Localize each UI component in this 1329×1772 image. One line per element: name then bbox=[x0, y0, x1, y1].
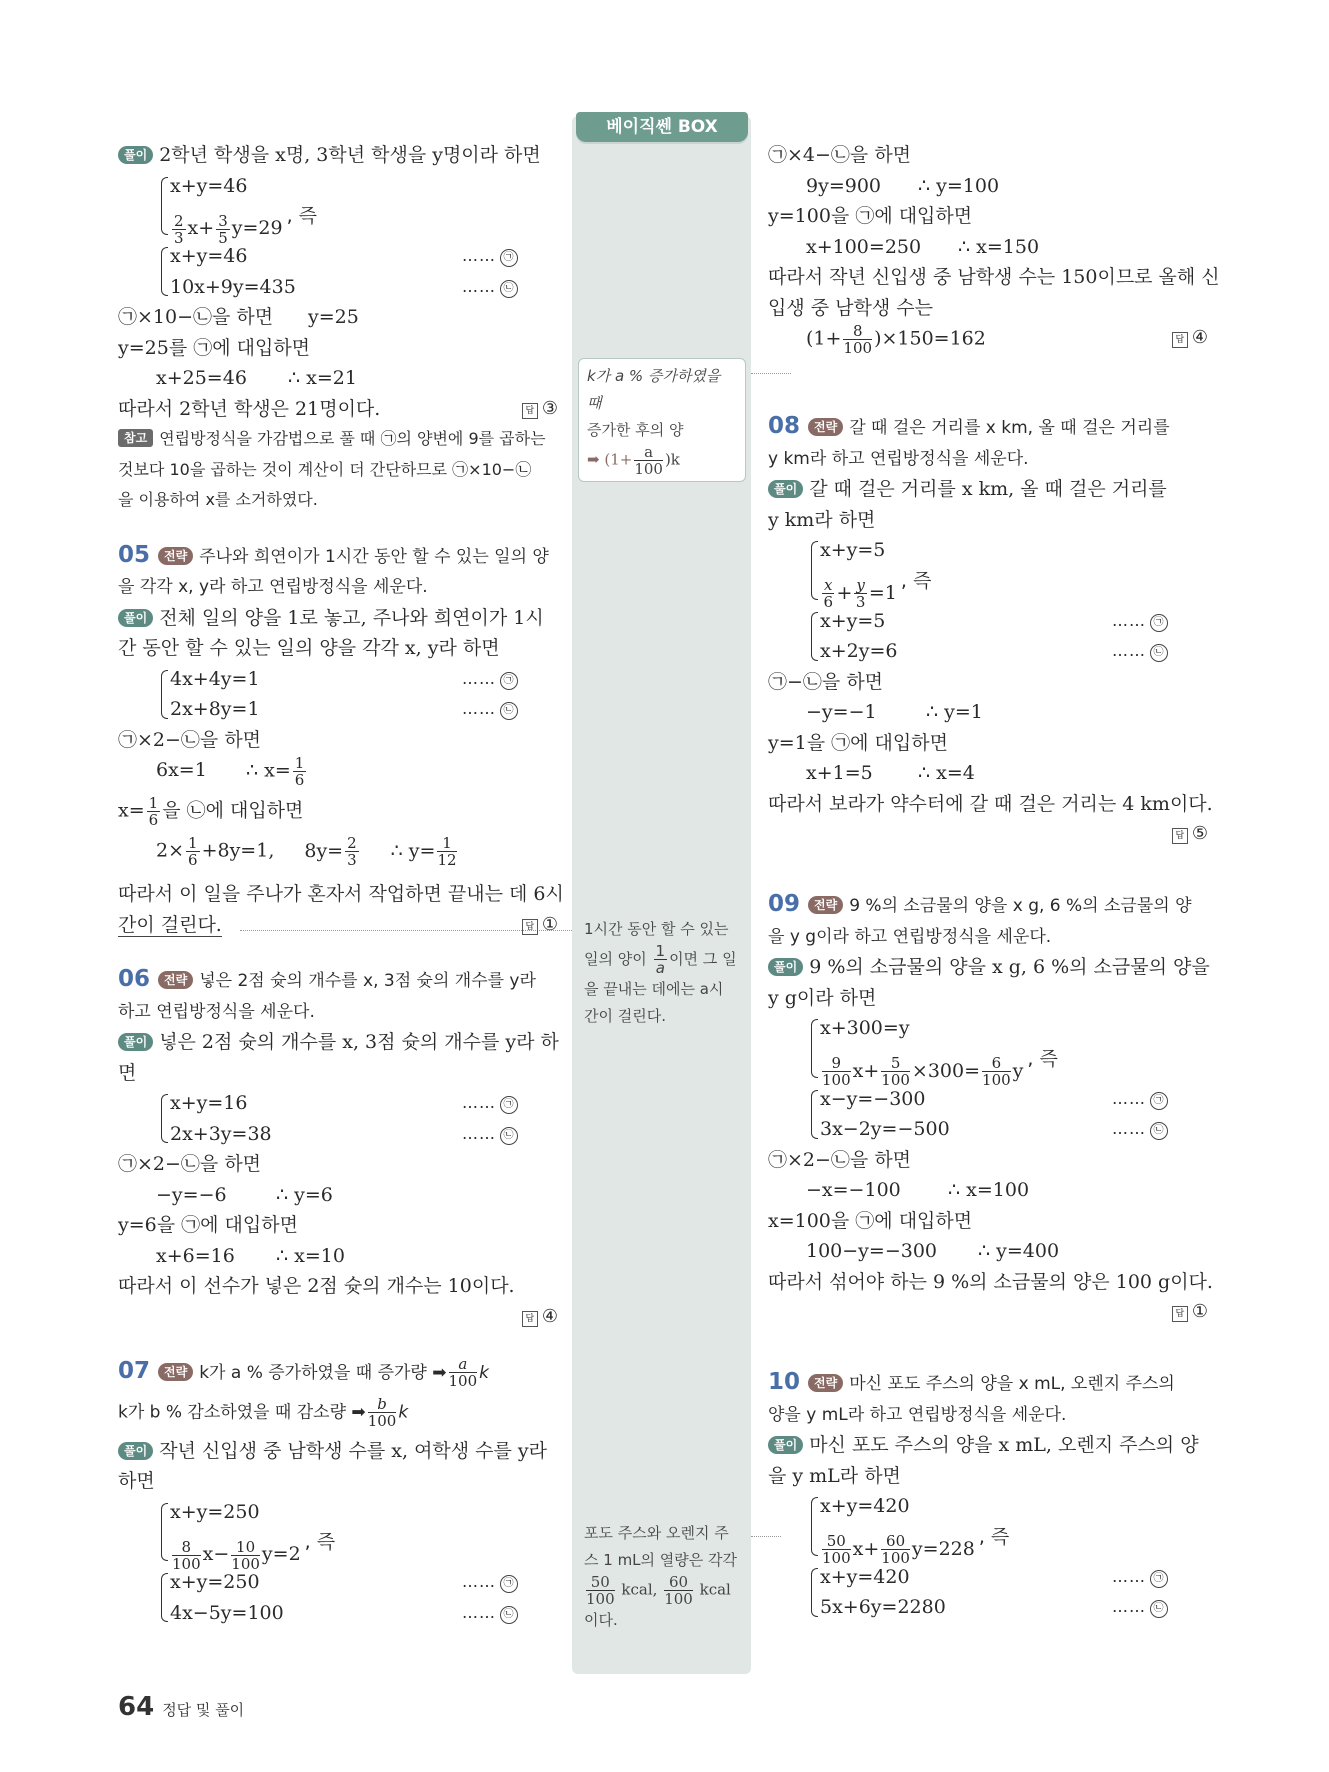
text-line: y=100을 ㉠에 대입하면 bbox=[768, 205, 973, 227]
frac-den: 100 bbox=[822, 1549, 851, 1567]
frac-num: 50 bbox=[822, 1533, 851, 1550]
answer-mark: 답 bbox=[522, 1311, 538, 1327]
text-line: (1+ bbox=[806, 327, 842, 350]
frac-den: 100 bbox=[982, 1071, 1011, 1089]
text-line: x+1=5 bbox=[806, 762, 873, 784]
label-circle-2: ㉡ bbox=[500, 1606, 518, 1624]
text-line: ∴ y=100 bbox=[918, 174, 1000, 197]
equation: x+y=420 bbox=[820, 1565, 910, 1588]
text-line: 주나와 희연이가 1시간 동안 할 수 있는 일의 양 bbox=[199, 546, 549, 567]
note-percent-increase bbox=[578, 358, 746, 482]
frac-num: 50 bbox=[586, 1574, 615, 1591]
text-line: ∴ x=100 bbox=[948, 1179, 1030, 1201]
note-work-time bbox=[584, 916, 744, 1030]
frac-num: 8 bbox=[172, 1539, 201, 1556]
text-line: k bbox=[479, 1362, 490, 1383]
text-line: 을 y g이라 하고 연립방정식을 세운다. bbox=[768, 926, 1052, 947]
page-number: 64 bbox=[118, 1692, 155, 1722]
answer: ⑤ bbox=[1191, 823, 1208, 844]
frac-den: 3 bbox=[855, 593, 866, 611]
equation: 10x+9y=435 bbox=[170, 275, 296, 298]
text-line: ㉠×4−㉡을 하면 bbox=[768, 144, 912, 166]
equation: =1 bbox=[868, 581, 897, 604]
text-line: y g이라 하면 bbox=[768, 986, 877, 1009]
equation-system bbox=[768, 1013, 1208, 1089]
equation-system bbox=[768, 1084, 1208, 1145]
equation: 5x+6y=2280 bbox=[820, 1596, 946, 1618]
note-text: 증가한 후의 양 bbox=[587, 421, 684, 439]
text-line: 2학년 학생을 x명, 3학년 학생을 y명이라 하면 bbox=[159, 144, 541, 166]
equation: + bbox=[836, 581, 853, 604]
text-line: y km라 하면 bbox=[768, 508, 876, 531]
frac-num: 1 bbox=[655, 942, 666, 960]
equation: 3x−2y=−500 bbox=[820, 1118, 950, 1140]
dots: …… bbox=[462, 1602, 496, 1622]
problem-number: 07 bbox=[118, 1357, 151, 1384]
page-footer bbox=[118, 1692, 244, 1722]
equation: x+y=46 bbox=[170, 174, 248, 197]
frac-den: 100 bbox=[367, 1411, 397, 1430]
frac-num: a bbox=[634, 444, 663, 461]
answer-mark: 답 bbox=[522, 403, 538, 419]
frac-num: 60 bbox=[881, 1533, 910, 1550]
note-text: 간이 걸린다. bbox=[584, 1007, 666, 1025]
box-title: 베이직쎈 BOX bbox=[576, 112, 748, 142]
text-line: y=25 bbox=[308, 306, 359, 328]
text-line: x+100=250 bbox=[806, 235, 922, 258]
answer: ① bbox=[1191, 1301, 1208, 1322]
equation: x+y=16 bbox=[170, 1092, 248, 1114]
text-line: 양을 y mL라 하고 연립방정식을 세운다. bbox=[768, 1404, 1067, 1425]
equation-system bbox=[118, 171, 558, 247]
label-circle-1: ㉠ bbox=[500, 672, 518, 690]
equation-system bbox=[118, 241, 558, 302]
note-text: k가 a % 증가하였을 때 bbox=[587, 367, 721, 412]
answer: ④ bbox=[541, 1305, 558, 1327]
page-label: 정답 및 풀이 bbox=[162, 1701, 245, 1719]
frac-num: a bbox=[449, 1356, 478, 1373]
text-line: −x=−100 bbox=[806, 1179, 901, 1201]
note-text: ➡ (1+ bbox=[587, 450, 633, 469]
text-line: 9y=900 bbox=[806, 174, 882, 197]
dots: …… bbox=[1112, 1119, 1146, 1138]
dots: …… bbox=[462, 699, 496, 718]
text-line: x=100을 ㉠에 대입하면 bbox=[768, 1209, 973, 1232]
note-text: 1시간 동안 할 수 있는 bbox=[584, 920, 729, 938]
frac-num: x bbox=[824, 576, 833, 594]
label-circle-1: ㉠ bbox=[500, 249, 518, 267]
dots: …… bbox=[1112, 1566, 1146, 1586]
left-column bbox=[118, 140, 564, 1628]
label-circle-2: ㉡ bbox=[1150, 1600, 1168, 1618]
strategy-label: 전략 bbox=[808, 896, 843, 914]
text-line: 간이 걸린다. bbox=[118, 913, 222, 936]
text-line: x+25=46 bbox=[156, 367, 247, 389]
text-line: 따라서 작년 신입생 중 남학생 수는 150이므로 올해 신 bbox=[768, 266, 1220, 288]
dots: …… bbox=[462, 1093, 496, 1112]
text-line: 갈 때 걸은 거리를 x km, 올 때 걸은 거리를 bbox=[809, 478, 1167, 500]
frac-den: 100 bbox=[634, 460, 663, 478]
text-line: ∴ x= bbox=[246, 759, 291, 782]
frac-num: 8 bbox=[843, 323, 872, 340]
strategy-label: 전략 bbox=[158, 971, 193, 989]
text-line: 면 bbox=[118, 1061, 137, 1084]
text-line: ∴ x=10 bbox=[276, 1244, 345, 1267]
text-line: 9 %의 소금물의 양을 x g, 6 %의 소금물의 양 bbox=[849, 896, 1192, 916]
frac-num: b bbox=[368, 1396, 397, 1413]
label-circle-2: ㉡ bbox=[500, 702, 518, 720]
jeuk-text: , 즉 bbox=[1027, 1047, 1058, 1070]
frac-num: y bbox=[856, 576, 865, 594]
ref-label: 참고 bbox=[118, 429, 153, 447]
text-line: y=1을 ㉠에 대입하면 bbox=[768, 731, 948, 754]
text-line: y=6을 ㉠에 대입하면 bbox=[118, 1214, 298, 1236]
sol-label: 풀이 bbox=[118, 146, 153, 164]
note-text: 일의 양이 bbox=[584, 950, 647, 968]
frac-num: 2 bbox=[174, 211, 184, 230]
jeuk-text: , 즉 bbox=[286, 205, 318, 227]
text-line: 마신 포도 주스의 양을 x mL, 오렌지 주스의 양 bbox=[809, 1434, 1199, 1456]
equation: y=2 bbox=[261, 1543, 301, 1565]
equation-system bbox=[768, 1562, 1208, 1623]
label-circle-2: ㉡ bbox=[500, 280, 518, 298]
text-line: k가 a % 증가하였을 때 증가량 ➡ bbox=[199, 1362, 447, 1383]
frac-den: 100 bbox=[881, 1549, 910, 1567]
note-text: kcal bbox=[699, 1580, 731, 1599]
strategy-label: 전략 bbox=[158, 1363, 193, 1381]
text-line: 전체 일의 양을 1로 놓고, 주나와 희연이가 1시 bbox=[159, 606, 544, 629]
sol-label: 풀이 bbox=[768, 958, 803, 976]
jeuk-text: , 즉 bbox=[304, 1531, 336, 1553]
equation: x+ bbox=[187, 217, 215, 239]
dots: …… bbox=[462, 276, 496, 296]
text-line: ㉠×2−㉡을 하면 bbox=[768, 1148, 912, 1171]
label-circle-1: ㉠ bbox=[1150, 1570, 1168, 1588]
text-line: 을 y mL라 하면 bbox=[768, 1464, 901, 1487]
answer-mark: 답 bbox=[1172, 1306, 1188, 1322]
equation: y=29 bbox=[231, 217, 283, 239]
equation: x− bbox=[202, 1543, 230, 1565]
equation: ×300= bbox=[911, 1059, 981, 1082]
frac-num: 1 bbox=[437, 835, 456, 852]
equation-system bbox=[768, 1491, 1208, 1567]
frac-num: 9 bbox=[822, 1055, 851, 1072]
label-circle-2: ㉡ bbox=[1150, 1122, 1168, 1140]
text-line: 을 ㉡에 대입하면 bbox=[162, 799, 304, 822]
text-line: ∴ y=1 bbox=[926, 701, 983, 723]
text-line: 넣은 2점 슛의 개수를 x, 3점 슛의 개수를 y라 하 bbox=[159, 1031, 559, 1053]
dots: …… bbox=[1112, 1088, 1146, 1108]
equation-system bbox=[768, 535, 1208, 611]
text-line: 8y= bbox=[304, 839, 344, 862]
dots: …… bbox=[1112, 1597, 1146, 1616]
text-line: −y=−6 bbox=[156, 1183, 227, 1206]
label-circle-2: ㉡ bbox=[500, 1127, 518, 1145]
equation: x+ bbox=[852, 1059, 880, 1082]
frac-den: 100 bbox=[664, 1590, 693, 1608]
problem-number: 10 bbox=[768, 1369, 801, 1395]
basic-box-column bbox=[572, 116, 751, 1674]
note-text: kcal, bbox=[621, 1580, 658, 1599]
frac-num: 60 bbox=[664, 1574, 693, 1591]
label-circle-2: ㉡ bbox=[1150, 644, 1168, 662]
frac-den: 6 bbox=[188, 851, 198, 869]
text-line: 을 각각 x, y라 하고 연립방정식을 세운다. bbox=[118, 577, 428, 597]
frac-num: 10 bbox=[231, 1539, 260, 1556]
text-line: ㉠−㉡을 하면 bbox=[768, 670, 884, 693]
frac-num: 2 bbox=[347, 834, 357, 852]
text-line: y km라 하고 연립방정식을 세운다. bbox=[768, 448, 1029, 469]
answer-mark: 답 bbox=[522, 919, 538, 935]
equation-system bbox=[118, 664, 558, 725]
answer: ④ bbox=[1191, 327, 1208, 348]
strategy-label: 전략 bbox=[158, 547, 193, 565]
answer: ① bbox=[541, 913, 558, 935]
problem-number: 09 bbox=[768, 891, 801, 917]
dots: …… bbox=[462, 1572, 496, 1591]
text-line: 마신 포도 주스의 양을 x mL, 오렌지 주스의 bbox=[849, 1374, 1175, 1394]
equation: x−y=−300 bbox=[820, 1087, 926, 1110]
right-column bbox=[768, 140, 1220, 1623]
text-line: +8y=1, bbox=[201, 839, 275, 862]
equation: x+y=5 bbox=[820, 539, 886, 561]
dots: …… bbox=[1112, 610, 1146, 630]
note-text: 포도 주스와 오렌지 주 bbox=[584, 1524, 729, 1542]
note-juice-calorie bbox=[584, 1520, 744, 1634]
text-line: 넣은 2점 슛의 개수를 x, 3점 슛의 개수를 y라 bbox=[199, 971, 536, 991]
text-line: 연립방정식을 가감법으로 풀 때 ㉠의 양변에 9를 곱하는 bbox=[159, 429, 546, 448]
strategy-label: 전략 bbox=[808, 418, 843, 436]
frac-den: 100 bbox=[822, 1071, 851, 1089]
label-circle-1: ㉠ bbox=[500, 1096, 518, 1114]
frac-den: 100 bbox=[881, 1071, 910, 1089]
frac-num: 6 bbox=[982, 1055, 1011, 1072]
text-line: 하고 연립방정식을 세운다. bbox=[118, 1001, 315, 1022]
frac-den: 100 bbox=[843, 339, 873, 357]
problem-number: 08 bbox=[768, 413, 801, 439]
frac-den: a bbox=[655, 959, 665, 977]
equation: y bbox=[1012, 1059, 1024, 1082]
label-circle-1: ㉠ bbox=[1150, 1092, 1168, 1110]
sol-label: 풀이 bbox=[118, 1442, 153, 1460]
label-circle-1: ㉠ bbox=[1150, 614, 1168, 632]
dots: …… bbox=[462, 668, 496, 688]
equation: x+ bbox=[852, 1537, 880, 1560]
equation: x+y=420 bbox=[820, 1495, 910, 1517]
frac-den: 6 bbox=[823, 593, 833, 611]
equation: 4x−5y=100 bbox=[170, 1601, 284, 1624]
equation: x+y=250 bbox=[170, 1571, 260, 1593]
text-line: −y=−1 bbox=[806, 701, 877, 723]
equation-system bbox=[768, 606, 1208, 667]
note-text: 이면 그 일 bbox=[669, 950, 737, 968]
text-line: ∴ y=400 bbox=[978, 1240, 1060, 1262]
text-line: 갈 때 걸은 거리를 x km, 올 때 걸은 거리를 bbox=[849, 418, 1170, 438]
note-text: 을 끝내는 데에는 a시 bbox=[584, 980, 724, 998]
frac-den: 6 bbox=[148, 811, 159, 829]
text-line: y=25를 ㉠에 대입하면 bbox=[118, 336, 311, 359]
text-line: 따라서 이 선수가 넣은 2점 슛의 개수는 10이다. bbox=[118, 1275, 515, 1297]
equation: 2x+8y=1 bbox=[170, 698, 260, 720]
text-line: 간 동안 할 수 있는 일의 양을 각각 x, y라 하면 bbox=[118, 637, 500, 659]
text-line: 작년 신입생 중 남학생 수를 x, 여학생 수를 y라 bbox=[159, 1439, 548, 1462]
note-text: 이다. bbox=[584, 1611, 618, 1629]
text-line: ㉠×2−㉡을 하면 bbox=[118, 728, 262, 751]
frac-num: 1 bbox=[148, 794, 159, 812]
jeuk-text: , 즉 bbox=[900, 569, 932, 592]
dots: …… bbox=[1112, 641, 1146, 660]
text-line: ∴ x=4 bbox=[918, 762, 975, 784]
answer-mark: 답 bbox=[1172, 828, 1188, 844]
text-line: 것보다 10을 곱하는 것이 계산이 더 간단하므로 ㉠×10−㉡ bbox=[118, 459, 532, 479]
equation: 4x+4y=1 bbox=[170, 667, 260, 690]
text-line: k bbox=[398, 1402, 409, 1422]
answer-mark: 답 bbox=[1172, 332, 1188, 348]
frac-den: 100 bbox=[448, 1372, 478, 1390]
frac-den: 6 bbox=[294, 771, 305, 789]
frac-den: 100 bbox=[586, 1590, 615, 1608]
frac-den: 12 bbox=[437, 851, 457, 869]
equation: x+y=250 bbox=[170, 1500, 260, 1523]
label-circle-1: ㉠ bbox=[500, 1575, 518, 1593]
text-line: 9 %의 소금물의 양을 x g, 6 %의 소금물의 양을 bbox=[809, 956, 1210, 978]
text-line: 따라서 섞어야 하는 9 %의 소금물의 양은 100 g이다. bbox=[768, 1270, 1213, 1293]
frac-num: 3 bbox=[218, 211, 228, 230]
text-line: ㉠×10−㉡을 하면 bbox=[118, 306, 274, 328]
equation: x+y=46 bbox=[170, 245, 248, 267]
jeuk-text: , 즉 bbox=[978, 1525, 1010, 1548]
text-line: 따라서 보라가 약수터에 갈 때 걸은 거리는 4 km이다. bbox=[768, 792, 1213, 815]
text-line: 하면 bbox=[118, 1470, 155, 1492]
equation: 2x+3y=38 bbox=[170, 1122, 272, 1145]
answer: ③ bbox=[541, 397, 558, 419]
text-line: x+6=16 bbox=[156, 1244, 235, 1267]
frac-num: 5 bbox=[881, 1055, 910, 1072]
text-line: ∴ x=21 bbox=[288, 367, 357, 389]
text-line: 2× bbox=[156, 839, 185, 862]
text-line: ∴ y= bbox=[390, 839, 436, 862]
text-line: 100−y=−300 bbox=[806, 1240, 938, 1262]
equation-system bbox=[118, 1497, 558, 1573]
problem-number: 05 bbox=[118, 541, 151, 568]
text-line: ㉠×2−㉡을 하면 bbox=[118, 1153, 262, 1175]
text-line: k가 b % 감소하였을 때 감소량 ➡ bbox=[118, 1402, 366, 1422]
equation: x+300=y bbox=[820, 1017, 910, 1039]
sol-label: 풀이 bbox=[118, 609, 153, 627]
text-line: 입생 중 남학생 수는 bbox=[768, 296, 933, 319]
text-line: 따라서 2학년 학생은 21명이다. bbox=[118, 397, 381, 420]
text-line: 따라서 이 일을 주나가 혼자서 작업하면 끝내는 데 6시 bbox=[118, 883, 564, 905]
equation-system bbox=[118, 1088, 558, 1149]
text-line: x= bbox=[118, 799, 145, 822]
frac-num: 1 bbox=[188, 834, 198, 852]
equation: x+2y=6 bbox=[820, 640, 898, 662]
equation: x+y=5 bbox=[820, 609, 886, 632]
text-line: 을 이용하여 x를 소거하였다. bbox=[118, 490, 318, 509]
equation-system bbox=[118, 1567, 558, 1628]
frac-den: 3 bbox=[347, 851, 357, 869]
note-text: )k bbox=[664, 450, 680, 469]
dots: …… bbox=[462, 246, 496, 265]
sol-label: 풀이 bbox=[118, 1033, 153, 1051]
sol-label: 풀이 bbox=[768, 1436, 803, 1454]
frac-den: 100 bbox=[172, 1554, 201, 1573]
strategy-label: 전략 bbox=[808, 1374, 843, 1392]
frac-den: 5 bbox=[218, 228, 228, 247]
frac-den: 3 bbox=[174, 228, 184, 247]
dots: …… bbox=[462, 1123, 496, 1143]
note-text: 스 1 mL의 열량은 각각 bbox=[584, 1551, 738, 1569]
text-line: 6x=1 bbox=[156, 759, 207, 781]
problem-number: 06 bbox=[118, 966, 151, 992]
equation: y=228 bbox=[911, 1537, 975, 1560]
frac-den: 100 bbox=[231, 1554, 260, 1573]
frac-num: 1 bbox=[294, 754, 305, 772]
text-line: )×150=162 bbox=[874, 327, 986, 350]
sol-label: 풀이 bbox=[768, 480, 803, 498]
text-line: ∴ x=150 bbox=[958, 235, 1040, 258]
text-line: ∴ y=6 bbox=[276, 1183, 333, 1206]
